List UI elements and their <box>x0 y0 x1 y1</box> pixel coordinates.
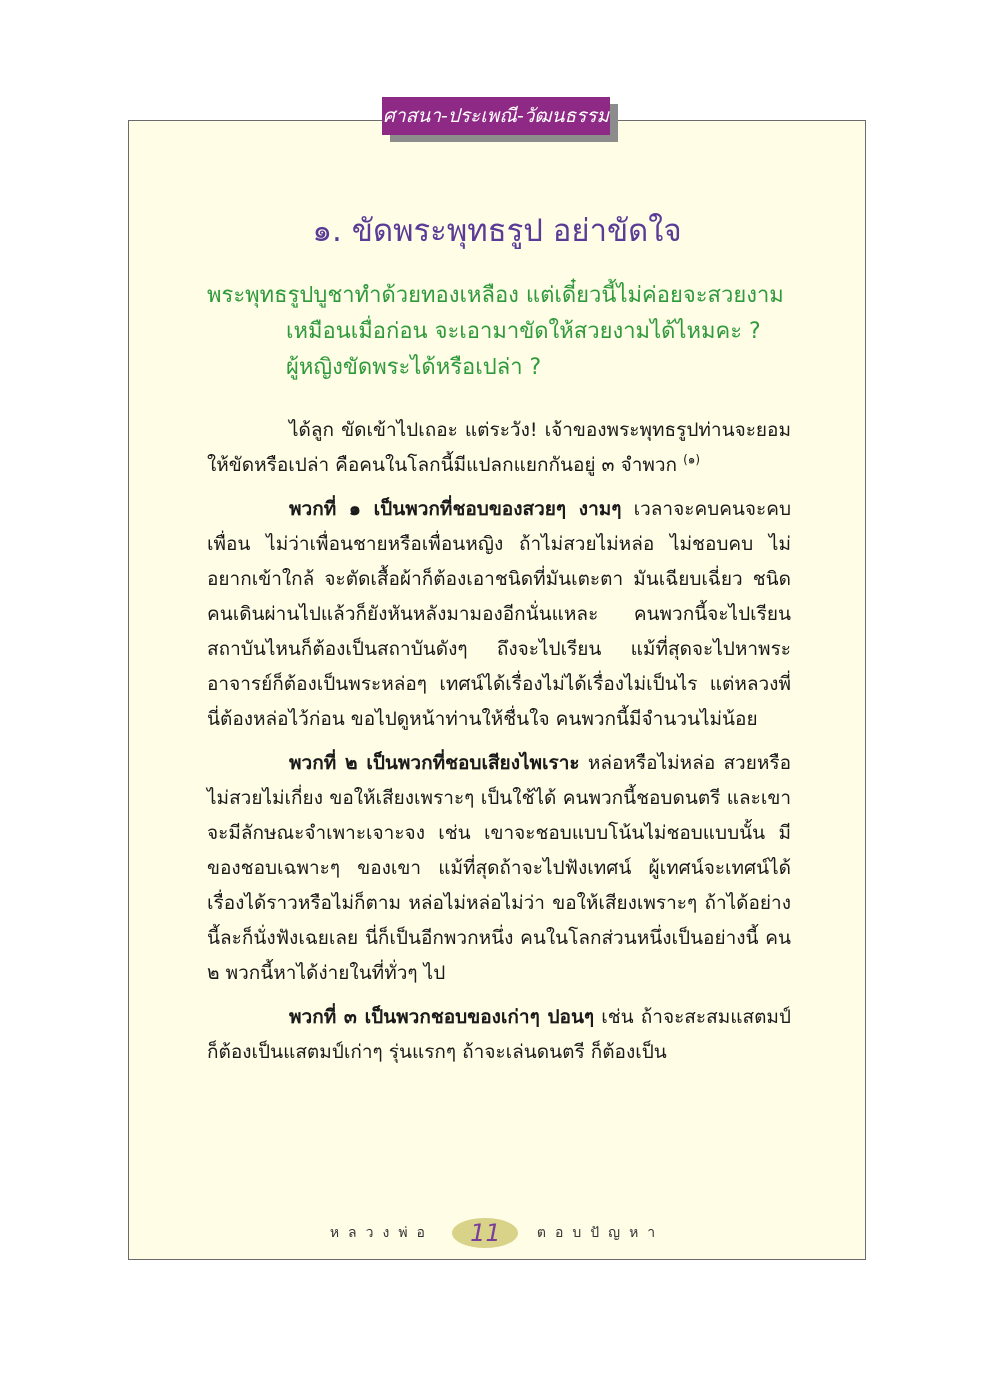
group1-text: เวลาจะคบคนจะคบเพื่อน ไม่ว่าเพื่อนชายหรือเพื่อนหญิง ถ้าไม่สวยไม่หล่อ ไม่ชอบคบ ไม่อยากเข้าใกล้ จะตัดเสื้อผ้าก็ต้องเอาชนิดที่มันเตะตา มันเฉียบเฉี่ยว ชนิดคนเดินผ่านไปแล้วก็ยังหันหลังมามองอีกนั่นแหละ คนพวกนี้จะไปเรียนสถาบันไหนก็ต้องเป็นสถาบันดังๆ ถึงจะไปเรียน แม้ที่สุดจะไปหาพระอาจารย์ก็ต้องเป็นพระหล่อๆ เทศน์ได้เรื่องไม่ได้เรื่องไม่เป็นไร แต่หลวงพี่นี่ต้องหล่อไว้ก่อน ขอไปดูหน้าท่านให้ชื่นใจ คนพวกนี้มีจำนวนไม่น้อย <box>207 498 792 730</box>
question-line-1: พระพุทธรูปบูชาทำด้วยทองเหลือง แต่เดี๋ยวนี้ไม่ค่อยจะสวยงาม <box>207 283 784 308</box>
footnote-marker: (๑) <box>683 452 701 467</box>
chapter-title: ๑. ขัดพระพุทธรูป อย่าขัดใจ <box>312 213 682 249</box>
group2-text: หล่อหรือไม่หล่อ สวยหรือไม่สวยไม่เกี่ยง ขอให้เสียงเพราะๆ เป็นใช้ได้ คนพวกนี้ชอบดนตรี และเขาจะมีลักษณะจำเพาะเจาะจง เช่น เขาจะชอบแบบโน้นไม่ชอบแบบนั้น มีของชอบเฉพาะๆ ของเขา แม้ที่สุดถ้าจะไปฟังเทศน์ ผู้เทศน์จะเทศน์ได้เรื่องได้ราวหรือไม่ก็ตาม หล่อไม่หล่อไม่ว่า ขอให้เสียงเพราะๆ ถ้าได้อย่างนี้ละก็นั่งฟังเฉยเลย นี่ก็เป็นอีกพวกหนึ่ง คนในโลกส่วนหนึ่งเป็นอย่างนี้ คน ๒ พวกนี้หาได้ง่ายในที่ทั่วๆ ไป <box>207 752 791 984</box>
group3-text: เช่น ถ้าจะสะสมแสตมป์ ก็ต้องเป็นแสตมป์เก่าๆ รุ่นแรกๆ ถ้าจะเล่นดนตรี ก็ต้องเป็น <box>207 1006 791 1063</box>
question-line-3: ผู้หญิงขัดพระได้หรือเปล่า ? <box>286 355 542 380</box>
group3-heading: พวกที่ ๓ เป็นพวกชอบของเก่าๆ ปอนๆ <box>289 1006 595 1028</box>
group2-paragraph <box>207 746 791 991</box>
answer-body <box>207 413 791 1079</box>
answer-intro-paragraph <box>207 413 791 483</box>
footer-left-text: หลวงพ่อ <box>329 1225 434 1241</box>
group2-heading: พวกที่ ๒ เป็นพวกที่ชอบเสียงไพเราะ <box>289 752 580 774</box>
answer-intro-text: ได้ลูก ขัดเข้าไปเถอะ แต่ระวัง! เจ้าของพระพุทธรูปท่านจะยอมให้ขัดหรือเปล่า คือคนในโลกนี้มีแปลกแยกกันอยู่ ๓ จำพวก <box>207 419 791 476</box>
group3-paragraph <box>207 1000 791 1070</box>
footer-right-text: ตอบปัญหา <box>536 1225 665 1241</box>
question-line-2: เหมือนเมื่อก่อน จะเอามาขัดให้สวยงามได้ไหมคะ ? <box>286 319 761 344</box>
group1-paragraph <box>207 492 791 737</box>
page-footer <box>128 1218 866 1258</box>
group1-heading: พวกที่ ๑ เป็นพวกที่ชอบของสวยๆ งามๆ <box>289 498 622 520</box>
page-number-badge: 11 <box>452 1218 518 1248</box>
section-label: ศาสนา-ประเพณี-วัฒนธรรม <box>382 97 610 135</box>
question-block <box>207 278 813 386</box>
